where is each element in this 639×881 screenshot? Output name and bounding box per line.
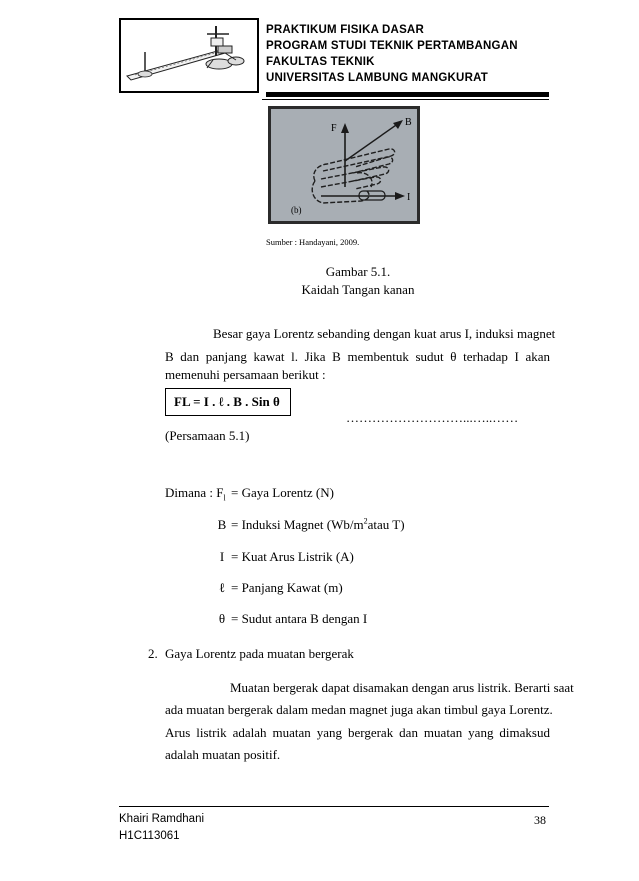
definition-text: = Sudut antara B dengan I — [231, 611, 368, 626]
header-course: PRAKTIKUM FISIKA DASAR — [266, 24, 424, 36]
footer-student-id: H1C113061 — [119, 830, 180, 842]
definition-text-main: = Induksi Magnet (Wb/m — [231, 517, 364, 532]
paragraph-line: ada muatan bergerak dalam medan magnet juga akan timbul gaya Lorentz. — [165, 702, 553, 717]
equation-dots: ………………………...…..…… — [346, 410, 519, 425]
label-b: (b) — [291, 205, 302, 215]
definition-symbol: ℓ — [218, 580, 226, 595]
label-I: I — [407, 192, 411, 203]
label-B: B — [405, 117, 412, 128]
lorentz-formula-box: FL = I . ℓ . B . Sin θ — [165, 388, 291, 416]
right-hand-rule-figure — [268, 106, 420, 224]
definitions-intro — [165, 485, 226, 501]
definition-text: = Panjang Kawat (m) — [231, 580, 343, 595]
paragraph-line: Arus listrik adalah muatan yang bergerak dan muatan yang dimaksud — [165, 725, 550, 740]
definition-symbol: θ — [218, 611, 226, 626]
footer-rule — [119, 806, 549, 807]
definition-text — [231, 517, 405, 533]
definition-text: = Kuat Arus Listrik (A) — [231, 549, 354, 564]
definition-symbol: I — [219, 549, 225, 564]
paragraph-line: B dan panjang kawat l. Jika B membentuk sudut θ terhadap I akan — [165, 349, 550, 364]
definition-sup: 2 — [363, 516, 368, 526]
paragraph-line: Muatan bergerak dapat disamakan dengan arus listrik. Berarti saat — [230, 680, 574, 695]
paragraph-line: Besar gaya Lorentz sebanding dengan kuat arus I, induksi magnet — [213, 326, 556, 341]
header-program: PROGRAM STUDI TEKNIK PERTAMBANGAN — [266, 40, 518, 52]
paragraph-line: adalah muatan positif. — [165, 747, 281, 762]
paragraph-line: memenuhi persamaan berikut : — [165, 367, 326, 382]
header-logo — [119, 18, 259, 93]
figure-source: Sumber : Handayani, 2009. — [266, 237, 360, 247]
lab-apparatus-illustration — [121, 20, 257, 91]
section-number: 2. — [148, 646, 158, 661]
header-faculty: FAKULTAS TEKNIK — [266, 56, 375, 68]
header-rule — [266, 92, 549, 97]
definition-symbol: B — [217, 517, 227, 532]
definitions-intro-sub: l — [223, 493, 226, 503]
definition-text-tail: atau T) — [367, 517, 405, 532]
definitions-intro-label: Dimana : F — [165, 485, 224, 500]
footer-author: Khairi Ramdhani — [119, 813, 205, 825]
equation-reference: (Persamaan 5.1) — [165, 428, 250, 443]
definition-text: = Gaya Lorentz (N) — [231, 485, 334, 500]
header-university: UNIVERSITAS LAMBUNG MANGKURAT — [266, 72, 488, 84]
hand-diagram — [271, 109, 417, 221]
label-F: F — [331, 123, 337, 134]
figure-caption-title: Kaidah Tangan kanan — [301, 282, 415, 297]
page-number: 38 — [534, 813, 546, 827]
header-rule-thin — [262, 99, 549, 100]
figure-caption-number: Gambar 5.1. — [325, 264, 391, 279]
section-title: Gaya Lorentz pada muatan bergerak — [165, 646, 354, 661]
